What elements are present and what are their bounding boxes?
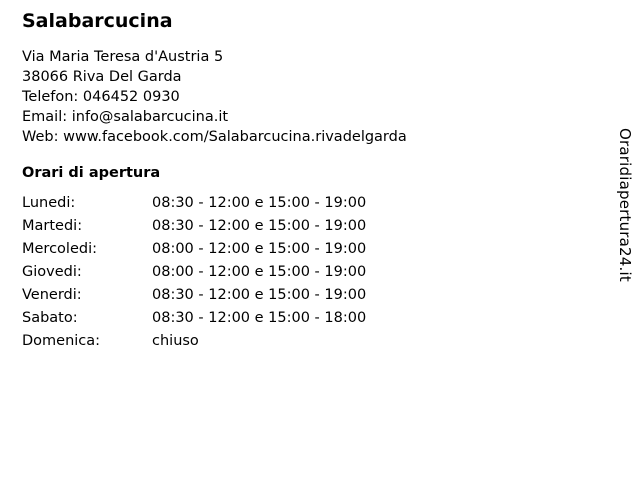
table-row — [22, 241, 366, 264]
address-line-street: Via Maria Teresa d'Austria 5 — [22, 48, 224, 65]
day-label: Martedi: — [22, 217, 83, 234]
day-label: Venerdi: — [22, 286, 82, 303]
hours-value: 08:30 - 12:00 e 15:00 - 19:00 — [152, 194, 367, 211]
opening-hours-table — [22, 195, 366, 356]
address-line-city: 38066 Riva Del Garda — [22, 68, 182, 85]
day-label: Lunedi: — [22, 194, 76, 211]
hours-value: 08:30 - 12:00 e 15:00 - 18:00 — [152, 309, 367, 326]
day-label: Domenica: — [22, 332, 101, 349]
opening-hours-heading: Orari di apertura — [22, 164, 161, 181]
table-row — [22, 195, 366, 218]
table-row — [22, 218, 366, 241]
day-label: Sabato: — [22, 309, 78, 326]
hours-value: chiuso — [152, 332, 199, 349]
hours-value: 08:30 - 12:00 e 15:00 - 19:00 — [152, 217, 367, 234]
day-label: Giovedi: — [22, 263, 82, 280]
hours-value: 08:30 - 12:00 e 15:00 - 19:00 — [152, 286, 367, 303]
table-row — [22, 310, 366, 333]
address-line-web: Web: www.facebook.com/Salabarcucina.rivadelgarda — [22, 128, 407, 145]
table-row — [22, 287, 366, 310]
hours-value: 08:00 - 12:00 e 15:00 - 19:00 — [152, 240, 367, 257]
table-row — [22, 333, 366, 356]
business-info-block — [22, 10, 592, 356]
day-label: Mercoledi: — [22, 240, 97, 257]
address-line-phone: Telefon: 046452 0930 — [22, 88, 180, 105]
watermark-label: Oraridiapertura24.it — [616, 128, 634, 282]
table-row — [22, 264, 366, 287]
address-line-email: Email: info@salabarcucina.it — [22, 108, 229, 125]
hours-value: 08:00 - 12:00 e 15:00 - 19:00 — [152, 263, 367, 280]
page-title: Salabarcucina — [22, 10, 173, 32]
address-block — [22, 47, 592, 147]
